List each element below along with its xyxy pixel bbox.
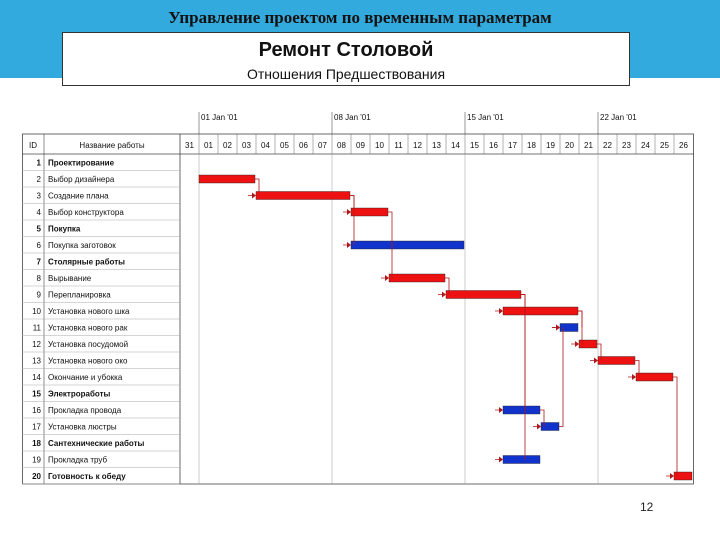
dependency-arrow	[347, 209, 351, 215]
task-name: Покупка	[48, 224, 81, 234]
dependency-arrow	[670, 473, 674, 479]
day-label: 05	[280, 141, 289, 150]
gantt-svg	[22, 112, 694, 481]
day-label: 23	[622, 141, 631, 150]
day-label: 10	[375, 141, 384, 150]
week-label: 01 Jan '01	[201, 113, 238, 122]
task-name: Установка нового рак	[48, 323, 128, 333]
project-title-box	[62, 32, 630, 86]
task-id: 18	[32, 439, 41, 448]
task-name: Проектирование	[48, 158, 115, 168]
task-id: 7	[36, 257, 41, 267]
project-title: Ремонт Столовой	[258, 39, 434, 61]
task-id: 8	[36, 274, 41, 283]
task-name: Прокладка труб	[48, 455, 108, 465]
task-id: 12	[32, 340, 41, 349]
task-name: Выбор дизайнера	[48, 175, 115, 184]
task-name: Вырывание	[48, 274, 92, 283]
day-label: 22	[603, 141, 612, 150]
project-subtitle: Отношения Предшествования	[246, 66, 446, 82]
day-label: 15	[470, 141, 479, 150]
day-label: 08	[337, 141, 346, 150]
day-label: 26	[679, 141, 688, 150]
task-id: 5	[36, 224, 41, 234]
task-bar-9	[446, 291, 521, 299]
dependency-arrow	[632, 374, 636, 380]
task-id: 3	[36, 191, 41, 201]
task-name: Окончание и убокка	[48, 373, 123, 382]
task-id: 13	[32, 356, 41, 366]
week-label: 15 Jan '01	[467, 113, 504, 122]
task-id: 19	[32, 455, 41, 465]
column-header-name: Название работы	[79, 141, 145, 150]
task-name: Установка люстры	[48, 422, 117, 432]
day-label: 04	[261, 141, 270, 150]
day-label: 13	[432, 141, 441, 150]
day-label: 06	[299, 141, 308, 150]
task-name: Готовность к обеду	[48, 472, 126, 481]
day-label: 14	[451, 141, 460, 150]
task-name: Прокладка провода	[48, 406, 122, 415]
task-bar-19	[503, 456, 540, 464]
task-name: Установка посудомой	[48, 340, 129, 349]
task-name: Установка нового шка	[48, 307, 130, 316]
task-name: Создание плана	[48, 191, 109, 201]
gantt-chart	[22, 112, 694, 481]
dependency-link	[552, 328, 563, 427]
day-label: 01	[204, 141, 213, 150]
day-label: 31	[185, 141, 194, 150]
dependency-arrow	[347, 242, 351, 248]
task-bar-14	[636, 373, 673, 381]
task-id: 15	[32, 389, 41, 399]
task-bar-2	[199, 175, 255, 183]
task-id: 6	[36, 241, 41, 250]
task-id: 16	[32, 406, 41, 415]
task-id: 1	[36, 158, 41, 168]
dependency-arrow	[594, 358, 598, 364]
task-bar-4	[351, 208, 388, 216]
dependency-arrow	[575, 341, 579, 347]
day-label: 12	[413, 141, 422, 150]
task-name: Перепланировка	[48, 290, 111, 300]
day-label: 21	[584, 141, 593, 150]
day-label: 17	[508, 141, 517, 150]
week-label: 08 Jan '01	[334, 113, 371, 122]
dependency-link	[666, 377, 677, 476]
task-name: Электроработы	[48, 389, 111, 399]
dependency-arrow	[499, 407, 503, 413]
day-label: 20	[565, 141, 574, 150]
day-label: 18	[527, 141, 536, 150]
dependency-arrow	[556, 325, 560, 331]
dependency-arrow	[385, 275, 389, 281]
task-id: 10	[32, 307, 41, 316]
task-name: Покупка заготовок	[48, 241, 116, 250]
task-id: 11	[32, 323, 41, 333]
task-bar-6	[351, 241, 464, 249]
day-label: 25	[660, 141, 669, 150]
task-bar-13	[598, 357, 635, 365]
task-id: 20	[32, 472, 41, 481]
task-name: Установка нового око	[48, 356, 128, 366]
task-id: 17	[32, 422, 41, 432]
day-label: 16	[489, 141, 498, 150]
day-label: 03	[242, 141, 251, 150]
page-number: 12	[640, 500, 654, 514]
task-name: Столярные работы	[48, 257, 125, 267]
task-bar-3	[256, 192, 350, 200]
day-label: 02	[223, 141, 232, 150]
dependency-arrow	[252, 193, 256, 199]
task-name: Сантехнические работы	[48, 439, 145, 448]
task-id: 9	[36, 290, 41, 300]
day-label: 19	[546, 141, 555, 150]
task-bar-10	[503, 307, 578, 315]
day-label: 09	[356, 141, 365, 150]
day-label: 11	[394, 141, 403, 150]
dependency-arrow	[499, 457, 503, 463]
task-name: Выбор конструктора	[48, 208, 124, 217]
task-bar-16	[503, 406, 540, 414]
dependency-arrow	[537, 424, 541, 430]
task-id: 4	[36, 208, 41, 217]
day-label: 24	[641, 141, 650, 150]
dependency-link	[495, 295, 525, 460]
day-label: 07	[318, 141, 327, 150]
task-id: 14	[32, 373, 41, 382]
slide-title: Управление проектом по временным параметрам	[168, 8, 552, 27]
dependency-arrow	[442, 292, 446, 298]
dependency-arrow	[499, 308, 503, 314]
task-id: 2	[36, 175, 41, 184]
column-header-id: ID	[29, 141, 37, 150]
dependency-link	[343, 196, 354, 246]
week-label: 22 Jan '01	[600, 113, 637, 122]
task-bar-8	[389, 274, 445, 282]
